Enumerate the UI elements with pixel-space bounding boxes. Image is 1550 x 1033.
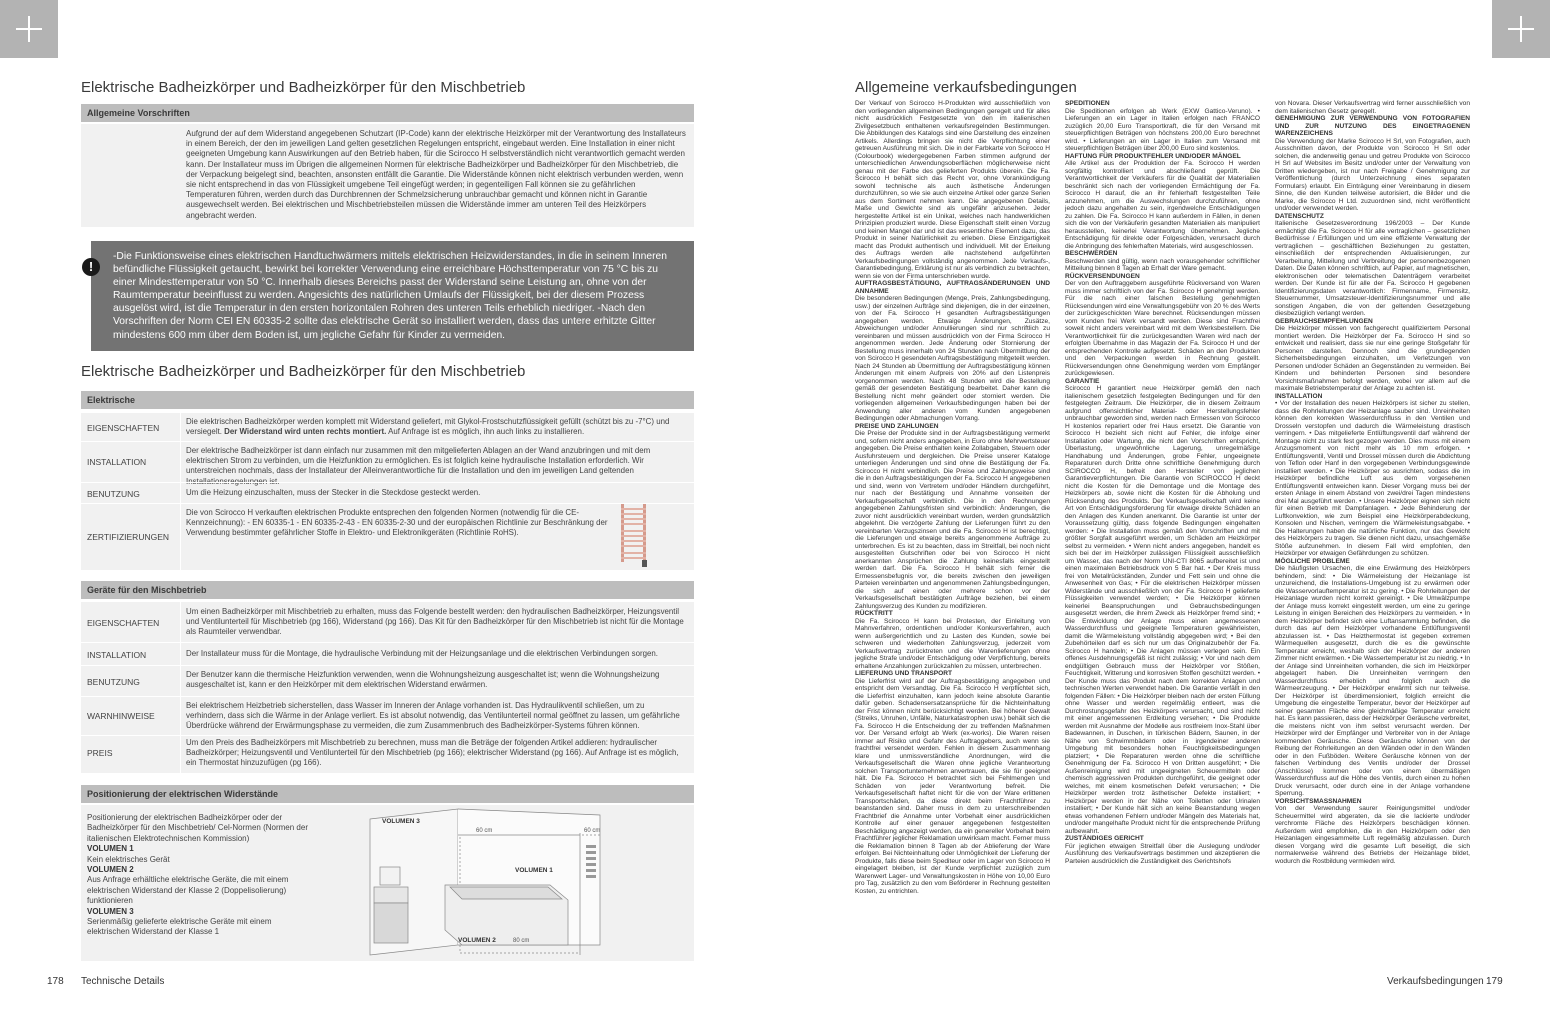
elektrische-bar: Elektrische bbox=[81, 391, 694, 409]
row-label: EIGENSCHAFTEN bbox=[87, 423, 160, 433]
pos-bar: Positionierung der elektrischen Widerstände bbox=[81, 785, 694, 803]
general-bar: Allgemeine Vorschriften bbox=[81, 104, 694, 122]
table-row bbox=[81, 665, 694, 696]
volume-name: VOLUMEN 3 bbox=[87, 906, 134, 916]
section-heading: PREISE UND ZAHLUNGEN bbox=[855, 422, 939, 430]
add-corner-left[interactable] bbox=[0, 0, 58, 58]
table-row bbox=[81, 696, 694, 735]
paragraph: Italienische Gesetzesverordnung 196/2003 – Der Kunde ermächtigt die Fa. Scirocco H für alle vertraglichen – gesetzlichen Bedürfnisse / Erfüllungen und um eine effiziente Verwaltung der vertraglichen – geschäftlichen Beziehungen zu gestatten, einschließlich der entsprechenden Aktualisierungen, zur Verarbeitung, Mitteilung und Verbreitung der personenbezogenen Daten. Die Daten können schriftlich, auf Papier, auf magnetischen, elektronischen oder telematischen Datenträgern verarbeitet werden. Der Kunde ist für alle der Fa. Scirocco H gegebenen Identifizierungsdaten verantwortlich: Firmenname, Firmensitz, Steuernummer, Umsatzsteuer-Identifizierungsnummer und alle sonstigen Angaben, die von der geltenden Gesetzgebung diesbezüglich verlangt werden. bbox=[1275, 220, 1470, 317]
row-value: Der Benutzer kann die thermische Heizfunktion verwenden, wenn die Wohnungsheizung ausgeschaltet ist; wenn die Wohnungsheizung ausgeschaltet ist, kann er den Heizkörper mit dem elektrischen Widerstand erwärmen. bbox=[186, 670, 660, 690]
table-row bbox=[81, 441, 694, 486]
warning-text: -Die Funktionsweise eines elektrischen Handtuchwärmers mittels elektrischen Heizwiderstandes, in die in seinem Inneren befündliche Flüssigkeit getaucht, bewirkt bei korrekter Verwendung eine erreichbare Höchsttemperatur von 75 °C bis zu einer Mindesttemperatur von 50 °C. Innerhalb dieses Bereichs passt der Widerstand seine Leistung an, ohne von der Raumtemperatur beeinflusst zu werden. Angesichts des natürlichen Umlaufs der Flüssigkeit, bei der diesem Prozess ausgelöst wird, ist die Temperatur in den ersten horizontalen Rohren des unteren Teils erheblich niedriger. -Nach den Vorschriften der Norm CEI EN 60335-2 sollte das elektrische Gerät so installiert werden, dass das untere erhitzte Gitter mindestens 600 mm über dem Boden ist, um jegliche Gefahr für Kinder zu vermeiden. bbox=[113, 251, 667, 341]
row-label: EIGENSCHAFTEN bbox=[87, 618, 160, 628]
add-corner-right[interactable] bbox=[1492, 0, 1550, 58]
section-heading: SPEDITIONEN bbox=[1065, 100, 1110, 107]
paragraph: Von der Verwendung saurer Reinigungsmittel und/oder Scheuermittel wird abgeraten, da sie die lackierte und/oder verchromte Fläche des Heizkörpers beschädigen können. Außerdem wird empfohlen, die in den Heizkörpern oder den Heizanlagen eingesammelte Luft regelmäßig abzulassen. Durch diesen Vorgang wird die gesamte Luft beseitigt, die sich normalerweise während des Betriebs der Heizanlage bildet, wodurch die Rostbildung vermieden wird. bbox=[1275, 805, 1470, 865]
row-value: Der Installateur muss für die Montage, die hydraulische Verbindung mit der Heizungsanlage und die elektrischen Verbindungen sorgen. bbox=[186, 649, 658, 658]
table-row bbox=[81, 503, 694, 571]
row-value: Die von Scirocco H verkauften elektrischen Produkte entsprechen den folgenden Normen (notwendig für die CE-Kennzeichnung): - EN 60335-1 - EN 60335-2-43 - EN 60335-2-30 und der europäischen Richtlinie zur Beschränkung der Verwendung bestimmter gefährlicher Stoffe in Elektro- und Elektronikgeräten (Richtlinie RoHS). bbox=[186, 508, 608, 538]
paragraph: Die Speditionen erfolgen ab Werk (EXW Gattico-Veruno). • Lieferungen an ein Lager in Italien erfolgen nach FRANCO zuzüglich 20,00 Euro Transportkraft, die für den Versand mit steuerpflichtigen Beträgen von höchstens 200,00 Euro berechnet wird. • Lieferungen an ein Lager in Italien zum Versand mit steuerpflichtigen Beträgen über 200,00 Euro sind kostenlos. bbox=[1065, 107, 1260, 152]
volume-name: VOLUMEN 2 bbox=[87, 865, 134, 875]
table-row bbox=[81, 482, 694, 503]
left-title-2: Elektrische Badheizkörper und Badheizkörper für den Mischbetrieb bbox=[81, 363, 526, 380]
row-label: BENUTZUNG bbox=[87, 489, 140, 499]
row-value: Um einen Badheizkörper mit Mischbetrieb zu erhalten, muss das Folgende bestellt werden: den hydraulischen Badheizkörper, Heizungsventil und Ventilunterteil für Mischbetrieb (pg 166), Widerstand (pg 166). Das Kit für den Badheizkörper für den Mischbetrieb ist nicht für die Montage als Raumteiler verwendbar. bbox=[186, 607, 684, 637]
warning-box bbox=[88, 241, 694, 351]
pos-text bbox=[87, 813, 312, 938]
paragraph: Für jeglichen etwaigen Streitfall über die Auslegung und/oder Ausführung des Verkaufsvertrags bestimmen und akzeptieren die Parteien ausdrücklich die Zuständigkeit des Gerichtshofs bbox=[1065, 842, 1260, 865]
row-value: Um die Heizung einzuschalten, muss der Stecker in die Steckdose gesteckt werden. bbox=[186, 488, 481, 497]
pos-intro: Positionierung der elektrischen Badheizkörper oder der Badheizkörper für den Mischbetrieb/ Cel-Normen (Normen der italienischen Elektrotechnischen Kommission) bbox=[87, 813, 308, 843]
row-label: INSTALLATION bbox=[87, 457, 147, 467]
dimension-label: 60 cm bbox=[476, 828, 493, 834]
bathroom-zones-diagram bbox=[350, 805, 620, 961]
row-label: PREIS bbox=[87, 748, 113, 758]
paragraph: Die Verwendung der Marke Scirocco H Srl, von Fotografien, auch Ausschnitten davon, der Produkte von Scirocco H Srl oder solchen, die anderweitig genau und getreu Produkte von Scirocco H Srl auf Websites im Besitz und/oder unter der Verwaltung von Dritten wiedergeben, ist nur nach Freigabe / Genehmigung zur Veröffentlichung (durch Unterzeichnung eines separaten Formulars) erlaubt. Ein Einträgung einer Vereinbarung in diesem Sinne, die den Kunden teilweise autorisiert, die Bilder und die Marke, die Scirocco H Ltd. zuzuordnen sind, nicht veröffentlicht und/oder verwendet werden. bbox=[1275, 137, 1470, 212]
diagram-label: VOLUMEN 2 bbox=[458, 937, 496, 944]
row-label: WARNHINWEISE bbox=[87, 711, 155, 721]
section-heading: ZUSTÄNDIGES GERICHT bbox=[1065, 835, 1144, 842]
misch-panel bbox=[81, 601, 694, 773]
paragraph: • Vor der Installation des neuen Heizkörpers ist sicher zu stellen, dass die Rohrleitungen der Heizanlage sauber sind. Unreinheiten können den korrekten Wasserdurchfluss in den Ventilen und Drosseln verstopfen und dadurch die Wärmeleistung drastisch verringern. • Das mitgelieferte Entlüftungsventil darf während der Montage nicht zu stark fest gezogen werden. Dies muss mit einem Anzugsmoment von nicht mehr als 10 mm erfolgen. • Entlüftungsventil, Ventil und Drossel müssen durch die Abdichtung von Teflon oder Hanf in den vorgegebenen Verbindungsgewinde installiert werden. • Die Heizkörper so ausrichten, sodass die im Heizkörper befindliche Luft aus dem vorgesehenen Entlüftungsventil entweichen kann. Dieser Vorgang muss bei der ersten Anlage in einem Abstand von zwei/drei Tagen mindestens drei Mal ausgeführt werden. • Unsere Heizkörper eignen sich nicht für einen Betrieb mit Dampfanlagen. • Jede Behinderung der Luftkonvektion, wie zum Beispiel eine Heizkörperabdeckung, Konsolen und Nischen, verringern die Wärmeleistungsabgabe. • Die Halterungen haben die natürliche Funktion, nur das Gewicht des Heizkörpers zu tragen. Sie dienen nicht dazu, unsachgemäße Stöße aufzunehmen. In diesem Fall wird empfohlen, den Heizkörper vor etwaigen Gefährdungen zu schützen. bbox=[1275, 400, 1470, 557]
table-row bbox=[81, 642, 694, 665]
elektrische-panel bbox=[81, 412, 694, 570]
section-heading: DATENSCHUTZ bbox=[1275, 212, 1324, 220]
row-value: Um den Preis des Badheizkörpers mit Mischbetrieb zu berechnen, muss man die Beträge der folgenden Artikel addieren: hydraulischer Badheizkörper; Heizungsventil und Ventilunterteil für den Mischbetrieb (pg 166); elektrischer Widerstand (pg 166). Auf Anfrage ist es möglich, ein Thermostat hinzuzufügen (pg 166). bbox=[186, 738, 679, 768]
section-heading: HAFTUNG FÜR PRODUKTFEHLER UND/ODER MÄNGEL bbox=[1065, 152, 1241, 160]
terms-column-1 bbox=[855, 100, 1050, 895]
section-heading: BESCHWERDEN bbox=[1065, 250, 1118, 257]
row-label: BENUTZUNG bbox=[87, 677, 140, 687]
paragraph: von Novara. Dieser Verkaufsvertrag wird ferner ausschließlich von dem italienischen Gesetz geregelt. bbox=[1275, 100, 1470, 115]
radiator-illustration bbox=[617, 502, 651, 568]
volume-name: VOLUMEN 1 bbox=[87, 844, 134, 854]
paragraph: Scirocco H garantiert neue Heizkörper gemäß den nach italienischem gesetzlich festgelegten Bedingungen und für den festgelegten Zeitraum. Die Heizkörper, die in diesem Zeitraum aufgrund offensichtlicher Material- oder Herstellungsfehler unbrauchbar geworden sind, werden nach Ermessen von Scirocco H kostenlos repariert oder frei Haus ersetzt. Die Garantie von Scirocco H bezieht sich nicht auf Fehler, die infolge einer Installation oder Wartung, die nicht den Vorschriften entspricht, Überlastung, ungewöhnliche Lagerung, unregelmäßige Handhabung und Änderungen, grobe Fehler, ungeeignete Reparaturen durch Dritte ohne schriftliche Genehmigung durch SCIROCCO H, befreit den Hersteller von jeglichen Garantieverpflichtungen. Die Garantie von SCIROCCO H deckt nicht die Kosten für die Demontage und die Montage des Heizkörpers ab, sowie nicht die Kosten für die Abholung und Rücksendung des Produkts. Der Verkaufsgesellschaft wird keine Art von Entschädigungsforderung für etwaige direkte Schäden an den Anlagen des Kunden anerkannt. Die Garantie ist unter der Voraussetzung gültig, dass folgende Bedingungen eingehalten werden: • Die Installation muss gemäß den Vorschriften und mit größter Sorgfalt ausgeführt werden, um Schäden am Heizkörper selbst zu vermeiden. • Wenn nicht anders angegeben, handelt es sich bei der im Heizkörper zulässigen Flüssigkeit ausschließlich um Wasser, das nach der Norm UNI-CTI 8065 aufbereitet ist und einen maximalen Betriebsdruck von 5 Bar hat. • Der Kreis muss frei von Metallrückständen, Zunder und Fett sein und ohne die Anwesenheit von Gas; • Für die elektrischen Heizkörper müssen Widerstände und ausschließlich von der Fa. Scirocco H gelieferte Flüssigkeiten verwendet werden; • Die Heizkörper können keinerlei Beanspruchungen und Gebrauchsbedingungen ausgesetzt werden, die ihrem Zweck als Heizkörper fremd sind; • Die Entwicklung der Anlage muss einen angemessenen Wasserdurchfluss und geeignete Temperaturen gewährleisten, damit die Wärmeleistung vollständig abgegeben wird; • Bei den Zubehörteilen darf es sich nur um das Originalzubehör der Fa. Scirocco H handeln; • Die Anlagen müssen verlegen sein. Ein offenes Ausdehnungsgefäß ist nicht zulässig; • Vor und nach dem endgültigen Gebrauch muss der Heizkörper vor Stößen, Feuchtigkeit, Witterung und korrosiven Stoffen geschützt werden. • Der Kunde muss das Produkt nach dem korrekten Anlagen und technischen Werten verwendet haben. Die Garantie verfällt in den folgenden Fällen: • Die Heizkörper bleiben nach der ersten Füllung ohne Wasser und werden regelmäßig entleert, was die Durchrostungsgefahr des Heizkörpers verursacht, und sind nicht mit einer angemessenen Erdleitung versehen; • Die Produkte werden mit Ausnahme der Modelle aus rostfreiem Inox-Stahl über Badewannen, in Duschen, in türkischen Bädern, Saunen, in der Nähe von Schwimmbädern oder in irgendeiner anderen Umgebung mit besonders hohen Feuchtigkeitsbedingungen platziert; • Die Reparaturen werden ohne die schriftliche Genehmigung der Fa. Scirocco H von Dritten ausgeführt; • Die Außenreinigung wird mit ungeeigneten Scheuermitteln oder chemisch aggressiven Produkten durchgeführt, die geeignet oder welches, mit einem kosmetischen Defekt verursachen; • Die Heizkörper werden trotz ästhetischer Defekte installiert; • Heizkörper werden in der Nähe von Toiletten oder Urinalen installiert; • Der Kunde hält sich an keine Beanstandung wegen etwas vorhandenen Fehlern und/oder Mängeln des Materials hat, und/oder mangelhafte Produkt nicht für die entsprechende Prüfung aufbewahrt. bbox=[1065, 385, 1261, 835]
table-row bbox=[81, 412, 694, 441]
misch-bar: Geräte für den Mischbetrieb bbox=[81, 581, 694, 599]
diagram-label: VOLUMEN 1 bbox=[515, 867, 553, 874]
volume-text: Serienmäßig gelieferte elektrische Geräte mit einem elektrischen Widerstand der Klasse 1 bbox=[87, 917, 272, 937]
paragraph: Der von den Auftraggebern ausgeführte Rückversand von Waren muss immer schriftlich von der Fa. Scirocco H genehmigt werden. Für die nach einer falschen Bestellung genehmigten Rücksendungen wird eine Verwaltungsgebühr von 20 % des Werts der zurückgeschickten Ware berechnet. Rücksendungen müssen vom Kunden frei Werk versandt werden. Diese sind Frachtfrei soweit nicht anders vereinbart wird mit dem Werksbestellern. Die Verantwortlichkeit für die zurückgesandten Waren wird nach der erfolgten Übernahme in das Magazin der Fa. Scirocco H und der entsprechenden Kontrolle aufgesetzt. Schäden an den Produkten und den Verpackungen werden in Rechnung gestellt. Rückversendungen ohne Genehmigung werden vom Empfänger zurückgewiesen. bbox=[1065, 280, 1260, 377]
row-value: Der elektrische Badheizkörper ist dann einfach nur zusammen mit den mitgelieferten Ablagen an der Wand anzubringen und mit dem elektrischen Strom zu verbinden, um die Heizfunktion zu ermöglichen. Es ist folglich keine hydraulische Installation erforderlich. Wir unterstreichen nochmals, dass der Installateur der Alleinverantwortliche für die Installation und den im jeweiligen Land geltenden Installationsregelungen ist. bbox=[186, 446, 651, 486]
row-value: Die elektrischen Badheizkörper werden komplett mit Widerstand geliefert, mit Glykol-Frostschutzflüssigkeit gefüllt (schützt bis zu -7°C) und versiegelt. Der Widerstand wird unten rechts montiert. Auf Anfrage ist es möglich, ihn auch links zu installieren. bbox=[186, 417, 670, 437]
volume-text: Aus Anfrage erhältliche elektrische Geräte, die mit einem elektrischen Widerstand der Klasse 2 (Doppelisolierung) funktionieren bbox=[87, 875, 289, 906]
dimension-label: 80 cm bbox=[513, 938, 530, 944]
section-heading: RÜCKVERSENDUNGEN bbox=[1065, 272, 1140, 280]
general-panel bbox=[81, 124, 694, 227]
paragraph: Der Verkauf von Scirocco H-Produkten wird ausschließlich von den vorliegenden allgemeinen Bedingungen geregelt und für alles nicht ausdrücklich Festgesetzte von den im italienischen Zivilgesetzbuch enthaltenen verkaufsregelnden Bestimmungen. Die Abbildungen des Katalogs sind eine Darstellung des einzelnen Artikels. Allerdings bringen sie nicht die Verpflichtung einer getreuen Ausführung mit sich. Die in der Farbkarte von Scirocco H (Colourbook) wiedergegebenen Farben stimmen aufgrund der unterschiedlichen Anwendungsoberflächen möglicherweise nicht genau mit der Farbe des gelieferten Produkts überein. Die Fa. Scirocco H behält sich das Recht vor, ohne Vorankündigung sowohl technische als auch ästhetische Änderungen durchzuführen, so wie sie auch einzelne Artikel oder ganze Serien aus dem Sortiment nehmen kann. Die angegebenen Details, Maße und Gewichte sind als ungefähr anzusehen. Jeder hergestellte Artikel ist ein Unikat, welches nach handwerklichen Prinzipien produziert wurde. Diese Eigenschaft stellt einen Vorzug und keinen Mangel dar und ist das wesentliche Element dazu, das Produkt in seiner Natürlichkeit zu erleben. Diese Einzigartigkeit macht das Produkt authentisch und individuell. Mit der Erteilung des Auftrags werden alle nachstehend aufgeführten Verkaufsbedingungen vollständig angenommen. Jede Verkaufs-, Garantiebedingung, Erklärung ist nur als verbindlich zu betrachten, wenn sie von der Firma unterschrieben wurde. bbox=[855, 100, 1050, 280]
section-heading: GARANTIE bbox=[1065, 377, 1100, 385]
page-number-right: 179 bbox=[1486, 976, 1503, 987]
table-row bbox=[81, 735, 694, 774]
footer-right: Verkaufsbedingungen bbox=[1387, 976, 1484, 987]
dimension-label: 60 cm bbox=[584, 828, 601, 834]
paragraph: Die Lieferfrist wird auf der Auftragsbestätigung angegeben und entspricht dem Versandtag. Die Fa. Scirocco H verpflichtet sich, die Lieferfrist einzuhalten, kann jedoch keine absolute Garantie dafür geben. Schadensersatzansprüche für die Nichteinhaltung der Frist können nicht berücksichtigt werden. Bei höherer Gewalt (Streiks, Unruhen, Unfälle, Naturkatastrophen usw.) behält sich die Fa. Scirocco H die Entscheidung der zu treffenden Maßnahmen vor. Der Versand erfolgt ab Werk (ex-works). Die Waren reisen immer auf Risiko und Gefahr des Auftraggebers, auch wenn sie frachtfrei versendet werden. Fehlen in diesem Zusammenhang klare und unmissverständliche Anordnungen, wird die Verkaufsgesellschaft die Waren ohne jegliche Verantwortung solchen Transportunternehmen anvertrauen, die sie für geeignet hält. Die Fa. Scirocco H betrachtet sich bei Fehlmengen und Schäden von jeder Verantwortung befreit. Die Verkaufsgesellschaft haftet nicht für die von der Ware erlittenen Transportschäden, da diese direkt beim Frachtführer zu beanstanden sind. Daher muss in dem zu unterschreibenden Frachtbrief die Annahme unter Vorbehalt einer ausdrücklichen Kontrolle auf einer genauer angegebenen festgestellten Beschädigung angezeigt werden, da ein genereller Vorbehalt beim Frachtführer jeglicher Reklamation unwirksam macht. Ferner muss die Reklamation binnen 8 Tagen ab der Ablieferung der Ware erfolgen. Bei Nichteinhaltung oder Unmöglichkeit der Lieferung der Produkte, falls diese beim Spediteur oder im Lager von Scirocco H eingelagert bleiben, ist der Kunde verpflichtet zuzüglich zum Warenwert Lager- und Verwaltungskosten in Höhe von 10,00 Euro pro Tag, zusätzlich zu den vom Beförderer in Rechnung gestellten Kosten, zu entrichten. bbox=[855, 677, 1050, 895]
section-heading: VORSICHTSMASSNAHMEN bbox=[1275, 797, 1362, 805]
footer-left: Technische Details bbox=[81, 976, 165, 987]
section-heading: AUFTRAGSBESTÄTIGUNG, AUFTRAGSÄNDERUNGEN UND ANNAHME bbox=[855, 280, 1050, 295]
paragraph: Alle Artikel aus der Produktion der Fa. Scirocco H werden sorgfältig kontrolliert und abschließend geprüft. Die Verantwortlichkeit der Verkäufers für die Qualität der Materialien beschränkt sich nach der vorliegenden Ermächtigung der Fa. Scirocco H darauf, die an ihr fehlerhaft festgestellten Teile anzunehmen, um die Auswechslungen durchzuführen, ohne jedoch dazu angehalten zu sein, irgendwelche Entschädigungen zu zahlen. Die Fa. Scirocco H kann außerdem in Fällen, in denen sich die von der Verkäuferin gesandten Materialien als manipuliert herausstellen, keinerlei Verantwortung übernehmen. Jegliche Entschädigung für direkte oder Folgeschäden, verursacht durch die Anbringung des fehlerhaften Materials, wird ausgeschlossen. bbox=[1065, 160, 1260, 250]
section-heading: MÖGLICHE PROBLEME bbox=[1275, 557, 1350, 565]
paragraph: Die häufigsten Ursachen, die eine Erwärmung des Heizkörpers behindern, sind: • Die Wärmeleistung der Heizanlage ist unzureichend, die Installations-Umgebung ist zu erwärmen oder die Wasservorlauftemperatur ist zu gering. • Die Rohrleitungen der Heizanlage wurden nicht korrekt gereinigt. • Die Umwälzpumpe der Anlage muss korrekt eingestellt werden, um eine zu geringe Leistung in einigen Bereichen des Heizkörpers zu vermeiden. • In dem Heizkörper befindet sich eine Luftansammlung befinden, die durch das auf dem Heizkörper vorhandene Entlüftungsventil abzulassen ist. • Das Heizthermostat ist gegeben extremen Wärmequellen ausgesetzt, durch die es die gewünschte Temperatur erreicht, weshalb sich der Heizkörper der anderen Zimmer nicht erwärmen. • Die Wassertemperatur ist zu niedrig. • In der Anlage sind Unreinheiten vorhanden, die sich im Heizkörper abgelagert haben. Die Unreinheiten verringern den Wasserdurchfluss erheblich und folglich auch die Wärmeerzeugung. • Der Heizkörper erwärmt sich nur teilweise. Der Heizkörper ist überdimensioniert, folglich erreicht die Umgebung die eingestellte Temperatur, bevor der Heizkörper auf seiner gesamten Fläche eine gleichmäßige Temperatur erreicht hat. Es kann passieren, dass der Heizkörper Geräusche verbreitet, die meistens nicht von ihm selbst verursacht werden. Der Heizkörper wird der Empfänger und Verbreiter von in der Anlage kommenden Geräusche. Diese Geräusche können von der Reibung der Rohrleitungen an den Wänden oder in den Wänden oder in den Fußböden. Weitere Geräusche können von der falschen Verbindung des Ventils und/oder der Drossel (Anschlüsse) kommen oder von einem übermäßigen Wasserdurchfluss auf die Höhe des Ventils, durch einen zu hohen Druck verursacht, oder durch eine in der Anlage vorhandene Sperrung. bbox=[1275, 565, 1470, 797]
paragraph: Die besonderen Bedingungen (Menge, Preis, Zahlungsbedingung, usw.) der einzelnen Aufträge sind diejenigen, die in der einzelnen, von der Fa. Scirocco H gesandten Auftragsbestätigungen angegeben werden. Etwaige Änderungen, Zusätze, Abweichungen und/oder Annullierungen sind nur schriftlich zu vereinbaren und müssen ausdrücklich von der Firma Scirocco H angenommen werden. Jede Änderung oder Stornierung der Bestellung muss innerhalb von 24 Stunden nach Übermittlung der von Scirocco H gesendeten Auftragsbestätigung mitgeteilt werden. Nach 24 Stunden ab Übermittlung der Auftragsbestätigung können Änderungen mit einem Aufpreis von 20% auf den Listenpreis vorgenommen werden. Nach 48 Stunden wird die Bestellung gemäß der gesendeten Bestätigung bearbeitet. Daher kann die Bestellung nicht mehr geändert oder storniert werden. Die vorliegenden allgemeinen Verkaufsbedingungen haben bei der Anwendung aller anderen vom Kunden angegebenen Bedingungen oder Abmachungen Vorrang. bbox=[855, 295, 1050, 422]
paragraph: Die Preise der Produkte sind in der Auftragsbestätigung vermerkt und, sofern nicht anders angegeben, in Euro ohne Mehrwertsteuer angegeben. Die Preise enthalten keine Zollabgaben, Steuern oder Ausfuhrsteuern und dergleichen. Die Preise unserer Kataloge unterliegen Änderungen und sind ohne die Bestätigung der Fa. Scirocco H nicht verbindlich. Die Preise und Zahlungsweise sind die in den Auftragsbestätigungen der Fa. Scirocco H angegebenen und sind, wenn von Vertretern und/oder Händlern durchgeführt, nur nach der Bestätigung und Annahme vonseiten der Verkaufsgesellschaft verbindlich. Die in den Rechnungen angegebenen Zahlungsfristen sind verbindlich: Änderungen, die zuvor nicht ausdrücklich vereinbart wurden, werden grundsätzlich abgelehnt. Die verzögerte Zahlung der Lieferungen führt zu den vereinbarten Verzugszinsen und die Fa. Scirocco H ist berechtigt, die Lieferungen und etwaige bereits angenommene Aufträge zu unterbrechen. Es ist zu beachten, dass im Streitfall, bei noch nicht ausgestellten Gutschriften oder bei von Scirocco H nicht anerkannten Ansprüchen die Zahlung keinesfalls eingestellt werden darf. Die Fa. Scirocco H behält sich ferner die Ermessensbefugnis vor, die bereits zwischen den jeweiligen Parteien vereinbarten und angenommenen Zahlungsbedingungen, die sich auf einen oder mehrere schon vor der Verkaufsgesellschaft bestätigten Aufträge beziehen, bei einem Zahlungsverzug des Kunden zu modifizieren. bbox=[855, 430, 1050, 610]
row-value: Bei elektrischem Heizbetrieb sicherstellen, dass Wasser im Inneren der Anlage vorhanden ist. Das Hydraulikventil schließen, um zu verhindern, dass sich die Wärme in der Anlage verliert. Es ist absolut notwendig, das Ventilunterteil normal geöffnet zu lassen, um gefährliche Überdrücke während der Erwärmungsphase zu vermeiden, die zum Zusammenbruch des Badheizkörper-Systems führen können. bbox=[186, 701, 680, 731]
right-title: Allgemeine verkaufsbedingungen bbox=[855, 79, 1077, 96]
paragraph: Die Fa. Scirocco H kann bei Protesten, der Einleitung von Mahnverfahren, ordentlichen und/oder Konkursverfahren, auch wenn außergerichtlich und zu Lasten des Kunden, sowie bei schweren und wiederholten Zahlungsverzug, jederzeit vom Verkaufsvertrag zurücktreten und die Warenlieferungen ohne jegliche Strafe und/oder Entschädigung oder Verpflichtung, bereits erhaltene Anzahlungen zurückzahlen zu müssen, unterbrechen. bbox=[855, 617, 1050, 670]
volume-text: Kein elektrisches Gerät bbox=[87, 854, 170, 864]
general-text: Aufgrund der auf dem Widerstand angegebenen Schutzart (IP-Code) kann der elektrische Heizkörper mit der Verantwortung des Installateurs in einem Bereich, der den im jeweiligen Land gelten gesetzlichen Regelungen entspricht, eingebaut werden. Eine Installation in einer nicht geeigneten Umgebung kann Auswirkungen auf den Betrieb haben, für die Scirocco H selbstverständlich nicht verantwortlich gemacht werden kann. Der Installateur muss im Übrigen die allgemeinen Normen für elektrische Badheizkörper und Badheizkörper für den Mischbetrieb, die der Verpackung beigelegt sind, beachten, ansonsten entfällt die Garantie. Die Widerstände können nicht elektrisch verbunden werden, wenn sie nicht entsprechend in das von Flüssigkeit umgebene Teil eingefügt werden; in gegenteiligen Fall können sie zu gefährlichen Temperaturen führen, werden durch das Durchbrennen der Schmelzsicherung unbrauchbar gemacht und können nicht in Garantie ausgewechselt werden. Bei elektrischen und Mischbetriebsteilen müssen die Widerstände immer am unteren Teil des Heizkörpers angebracht werden. bbox=[186, 129, 686, 220]
row-label: ZERTIFIZIERUNGEN bbox=[87, 532, 170, 542]
table-row bbox=[81, 601, 694, 642]
section-heading: INSTALLATION bbox=[1275, 392, 1323, 400]
terms-column-2 bbox=[1065, 100, 1260, 865]
section-heading: GENEHMIGUNG ZUR VERWENDUNG VON FOTOGRAFIEN UND ZUR NUTZUNG DES EINGETRAGENEN WARENZEICHENS bbox=[1275, 115, 1470, 137]
exclamation-icon: ! bbox=[82, 258, 100, 276]
section-heading: GEBRAUCHSEMPFEHLUNGEN bbox=[1275, 317, 1373, 325]
diagram-label: VOLUMEN 3 bbox=[382, 818, 420, 825]
section-heading: RÜCKTRITT bbox=[855, 610, 893, 617]
section-heading: LIEFERUNG UND TRANSPORT bbox=[855, 670, 953, 677]
paragraph: Die Heizkörper müssen von fachgerecht qualifiziertem Personal montiert werden. Die Heizkörper der Fa. Scirocco H sind so entwickelt und realisiert, dass sie nur eine geringe Stoßgefahr für Personen darstellen. Dennoch sind die grundlegenden Sicherheitsbedingungen einzuhalten, um Verletzungen von Personen und/oder Schäden an Gegenständen zu vermeiden. Bei Kindern und behinderten Personen sind besondere Vorsichtsmaßnahmen befolgt werden, wobei vor allem auf die maximale Betriebstemperatur der Anlage zu achten ist. bbox=[1275, 325, 1470, 392]
left-title-1: Elektrische Badheizkörper und Badheizkörper für den Mischbetrieb bbox=[81, 79, 526, 96]
paragraph: Beschwerden sind gültig, wenn nach vorausgehender schriftlicher Mitteilung binnen 8 Tagen ab Erhalt der Ware gemacht. bbox=[1065, 257, 1260, 272]
terms-column-3 bbox=[1275, 100, 1470, 865]
row-label: INSTALLATION bbox=[87, 650, 147, 660]
page-number-left: 178 bbox=[47, 976, 64, 987]
